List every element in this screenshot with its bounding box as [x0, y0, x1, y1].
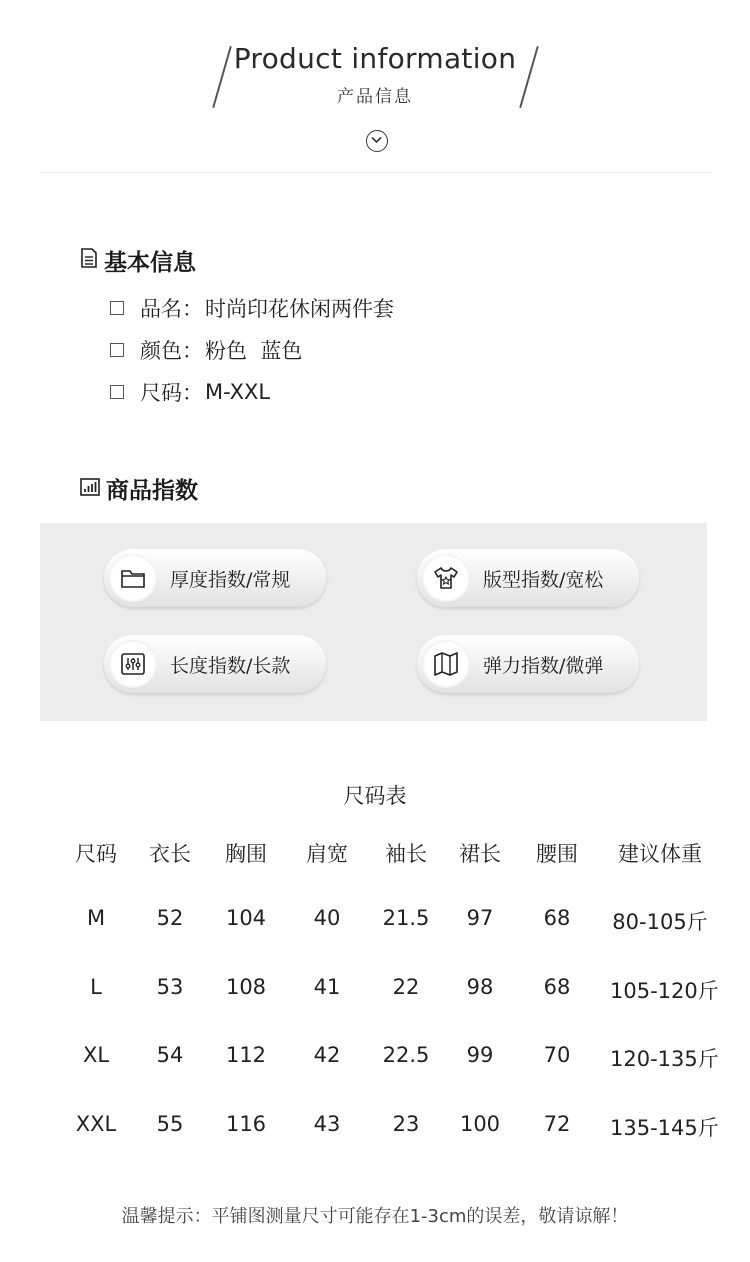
product-index-title: 商品指数 — [106, 478, 198, 504]
size-table-cell: 54 — [156, 1043, 184, 1067]
size-table-header: 肩宽 — [306, 842, 348, 866]
map-fold-icon — [422, 640, 470, 688]
header-divider — [40, 172, 712, 173]
info-value: 时尚印花休闲两件套 — [205, 297, 394, 321]
index-fit — [417, 549, 639, 607]
page-title-cn: 产品信息 — [337, 87, 413, 107]
size-table-cell: 80-105斤 — [612, 910, 708, 934]
document-icon — [80, 248, 98, 274]
size-table-cell: 72 — [543, 1112, 571, 1136]
chevron-down-circle-icon[interactable] — [366, 130, 388, 152]
index-length — [104, 635, 326, 693]
size-table-cell: 116 — [225, 1112, 267, 1136]
bar-chart-icon — [80, 476, 100, 502]
size-table-cell: 108 — [225, 975, 267, 999]
size-table-header: 衣长 — [149, 842, 191, 866]
size-table-title: 尺码表 — [343, 784, 407, 808]
size-table-cell: 43 — [313, 1112, 341, 1136]
size-table-cell: 55 — [156, 1112, 184, 1136]
basic-info-heading — [80, 244, 196, 277]
size-table-cell: XL — [82, 1043, 110, 1067]
checkbox-icon — [110, 343, 124, 357]
size-table-header: 裙长 — [459, 842, 501, 866]
size-table-cell: 70 — [543, 1043, 571, 1067]
size-table-cell: 99 — [466, 1043, 494, 1067]
info-label: 颜色： — [140, 339, 203, 363]
index-thickness — [104, 549, 326, 607]
info-value: M-XXL — [205, 380, 271, 404]
index-elasticity — [417, 635, 639, 693]
size-table-cell: 53 — [156, 975, 184, 999]
size-table-cell: 21.5 — [382, 906, 430, 930]
index-panel — [40, 523, 707, 721]
sliders-icon — [109, 640, 157, 688]
checkbox-icon — [110, 301, 124, 315]
size-table-cell: 52 — [156, 906, 184, 930]
index-text: 版型指数/宽松 — [483, 569, 604, 591]
size-table-cell: 104 — [225, 906, 267, 930]
info-value: 粉色 蓝色 — [205, 339, 303, 363]
size-table-cell: 112 — [225, 1043, 267, 1067]
tshirt-icon — [422, 554, 470, 602]
size-table-header: 腰围 — [536, 842, 578, 866]
size-table-cell: M — [86, 906, 106, 930]
size-table-cell: 105-120斤 — [610, 979, 719, 1003]
size-table-cell: 22.5 — [382, 1043, 430, 1067]
size-table-header: 袖长 — [385, 842, 427, 866]
size-table-cell: 68 — [543, 906, 571, 930]
size-table-cell: 120-135斤 — [610, 1047, 719, 1071]
size-table-cell: 42 — [313, 1043, 341, 1067]
size-table-cell: XXL — [75, 1112, 117, 1136]
size-table-cell: 97 — [466, 906, 494, 930]
size-table-header: 尺码 — [75, 842, 117, 866]
index-text: 厚度指数/常规 — [170, 569, 291, 591]
info-row-size — [110, 377, 270, 407]
info-row-name — [110, 293, 394, 323]
size-table-cell: 23 — [392, 1112, 420, 1136]
info-label: 尺码： — [140, 381, 203, 405]
size-table-cell: 68 — [543, 975, 571, 999]
info-row-color — [110, 335, 302, 365]
size-table-cell: 41 — [313, 975, 341, 999]
size-table-cell: 135-145斤 — [610, 1116, 719, 1140]
size-table-header: 建议体重 — [618, 842, 702, 866]
info-label: 品名： — [140, 297, 203, 321]
index-text: 弹力指数/微弹 — [483, 655, 604, 677]
folder-icon — [109, 554, 157, 602]
size-table-cell: 98 — [466, 975, 494, 999]
index-text: 长度指数/长款 — [170, 655, 291, 677]
measurement-note: 温馨提示：平铺图测量尺寸可能存在1-3cm的误差，敬请谅解！ — [121, 1206, 629, 1227]
size-table-cell: 22 — [392, 975, 420, 999]
size-table-header: 胸围 — [225, 842, 267, 866]
size-table-cell: 40 — [313, 906, 341, 930]
checkbox-icon — [110, 385, 124, 399]
size-table-cell: L — [90, 975, 102, 999]
product-index-heading — [80, 472, 198, 505]
page-title-en: Product information — [233, 42, 517, 75]
basic-info-title: 基本信息 — [104, 250, 196, 276]
size-table-cell: 100 — [459, 1112, 501, 1136]
